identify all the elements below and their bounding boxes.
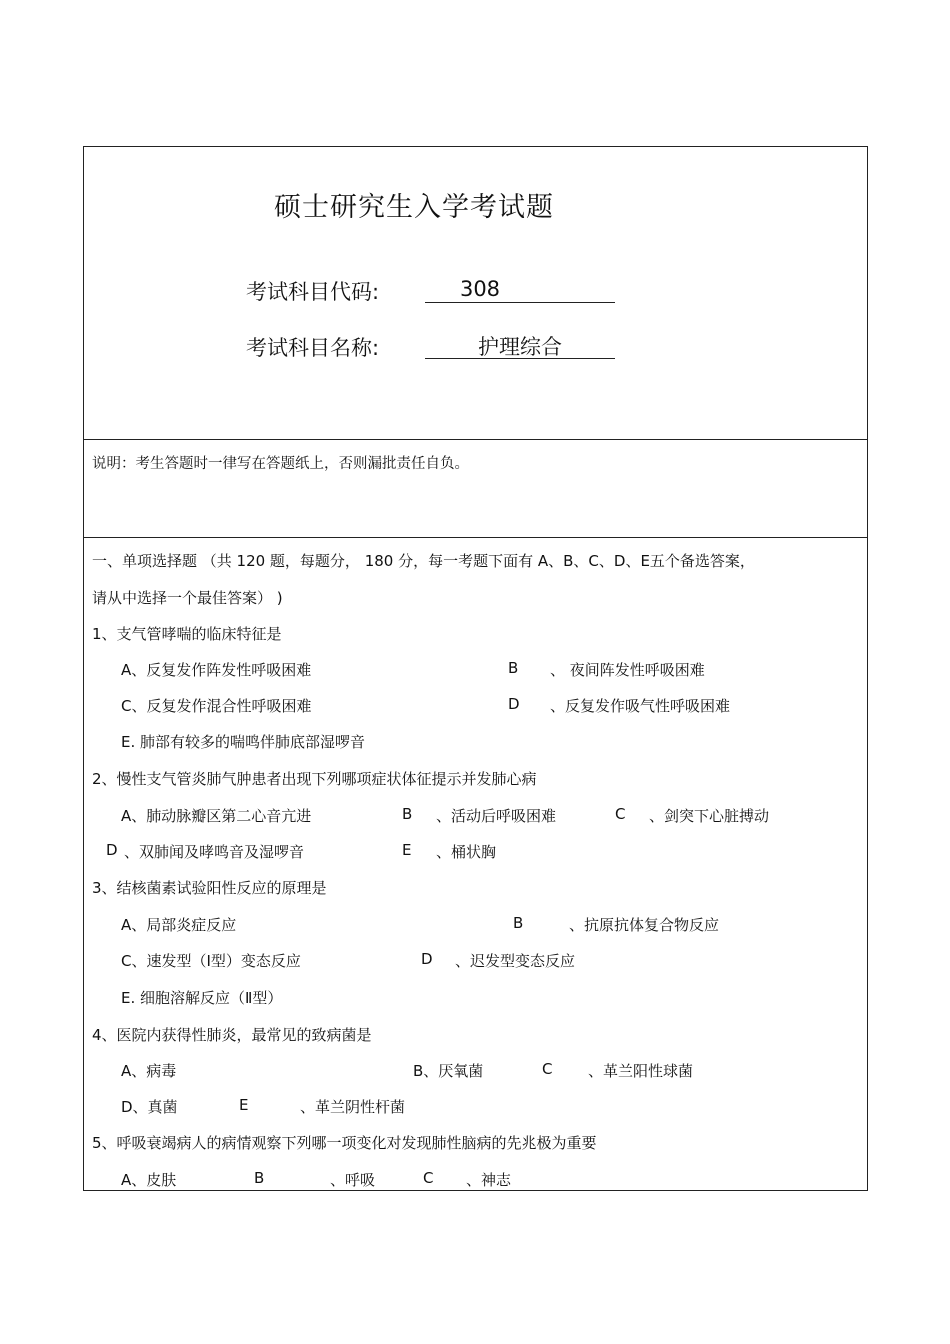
q5-option-a: A、皮肤 [121, 1171, 177, 1189]
section-heading-line-1: 一、单项选择题 （共 120 题，每题分， 180 分，每一考题下面有 A、B、C、D、E五个备选答案， [92, 552, 755, 570]
subject-name-value: 护理综合 [478, 335, 562, 359]
subject-code-label: 考试科目代码: [246, 280, 380, 304]
q5-stem: 5、呼吸衰竭病人的病情观察下列哪一项变化对发现肺性脑病的先兆极为重要 [92, 1134, 597, 1152]
q2-option-e-letter: E [402, 841, 412, 859]
q2-option-b-letter: B [402, 805, 413, 823]
q4-option-c-text: 、革兰阳性球菌 [588, 1062, 694, 1080]
q1-option-b-text: 、 夜间阵发性呼吸困难 [550, 661, 705, 679]
q2-option-c-text: 、剑突下心脏搏动 [649, 807, 770, 825]
q3-option-d-letter: D [421, 950, 433, 968]
q3-option-b-letter: B [513, 914, 524, 932]
q1-option-b-letter: B [508, 659, 519, 677]
q2-option-a: A、肺动脉瓣区第二心音亢进 [121, 807, 312, 825]
q4-option-e-letter: E [239, 1096, 249, 1114]
q3-option-d-text: 、迟发型变态反应 [455, 952, 576, 970]
questions-section [84, 538, 867, 1190]
q5-option-c-text: 、神志 [466, 1171, 512, 1189]
q1-option-e: E. 肺部有较多的喘鸣伴肺底部湿啰音 [121, 733, 366, 751]
q3-option-a: A、局部炎症反应 [121, 916, 237, 934]
q1-option-d-letter: D [508, 695, 520, 713]
q4-option-c-letter: C [542, 1060, 553, 1078]
q3-option-c: C、速发型（Ⅰ型）变态反应 [121, 952, 301, 970]
q4-option-e-text: 、革兰阴性杆菌 [300, 1098, 406, 1116]
exam-header-section [84, 147, 867, 440]
q1-option-d-text: 、反复发作吸气性呼吸困难 [550, 697, 731, 715]
q1-stem: 1、支气管哮喘的临床特征是 [92, 625, 282, 643]
exam-frame [83, 146, 868, 1191]
q4-option-d: D、真菌 [121, 1098, 178, 1116]
q2-stem: 2、慢性支气管炎肺气肿患者出现下列哪项症状体征提示并发肺心病 [92, 770, 537, 788]
instruction-section [84, 440, 867, 538]
section-heading-line-2: 请从中选择一个最佳答案） ) [92, 589, 283, 607]
q3-option-e: E. 细胞溶解反应（Ⅱ型） [121, 989, 283, 1007]
q2-option-c-letter: C [615, 805, 626, 823]
q2-option-b-text: 、活动后呼吸困难 [436, 807, 557, 825]
instruction-note: 说明：考生答题时一律写在答题纸上，否则漏批责任自负。 [92, 456, 469, 472]
q5-option-b-letter: B [254, 1169, 265, 1187]
subject-name-label: 考试科目名称: [246, 336, 380, 360]
q4-option-b: B、厌氧菌 [413, 1062, 484, 1080]
subject-code-underline [425, 275, 615, 303]
q5-option-b-text: 、呼吸 [330, 1171, 376, 1189]
q4-stem: 4、医院内获得性肺炎，最常见的致病菌是 [92, 1026, 372, 1044]
q2-option-d-letter: D [106, 841, 118, 859]
exam-title: 硕士研究生入学考试题 [274, 192, 554, 223]
subject-name-underline [425, 331, 615, 359]
q5-option-c-letter: C [423, 1169, 434, 1187]
q1-option-c: C、反复发作混合性呼吸困难 [121, 697, 312, 715]
q1-option-a: A、反复发作阵发性呼吸困难 [121, 661, 312, 679]
subject-code-value: 308 [459, 277, 501, 301]
q4-option-a: A、病毒 [121, 1062, 177, 1080]
q3-stem: 3、结核菌素试验阳性反应的原理是 [92, 879, 327, 897]
q2-option-e-text: 、桶状胸 [436, 843, 497, 861]
q3-option-b-text: 、抗原抗体复合物反应 [569, 916, 720, 934]
q2-option-d-text: 、双肺闻及哮鸣音及湿啰音 [124, 843, 305, 861]
